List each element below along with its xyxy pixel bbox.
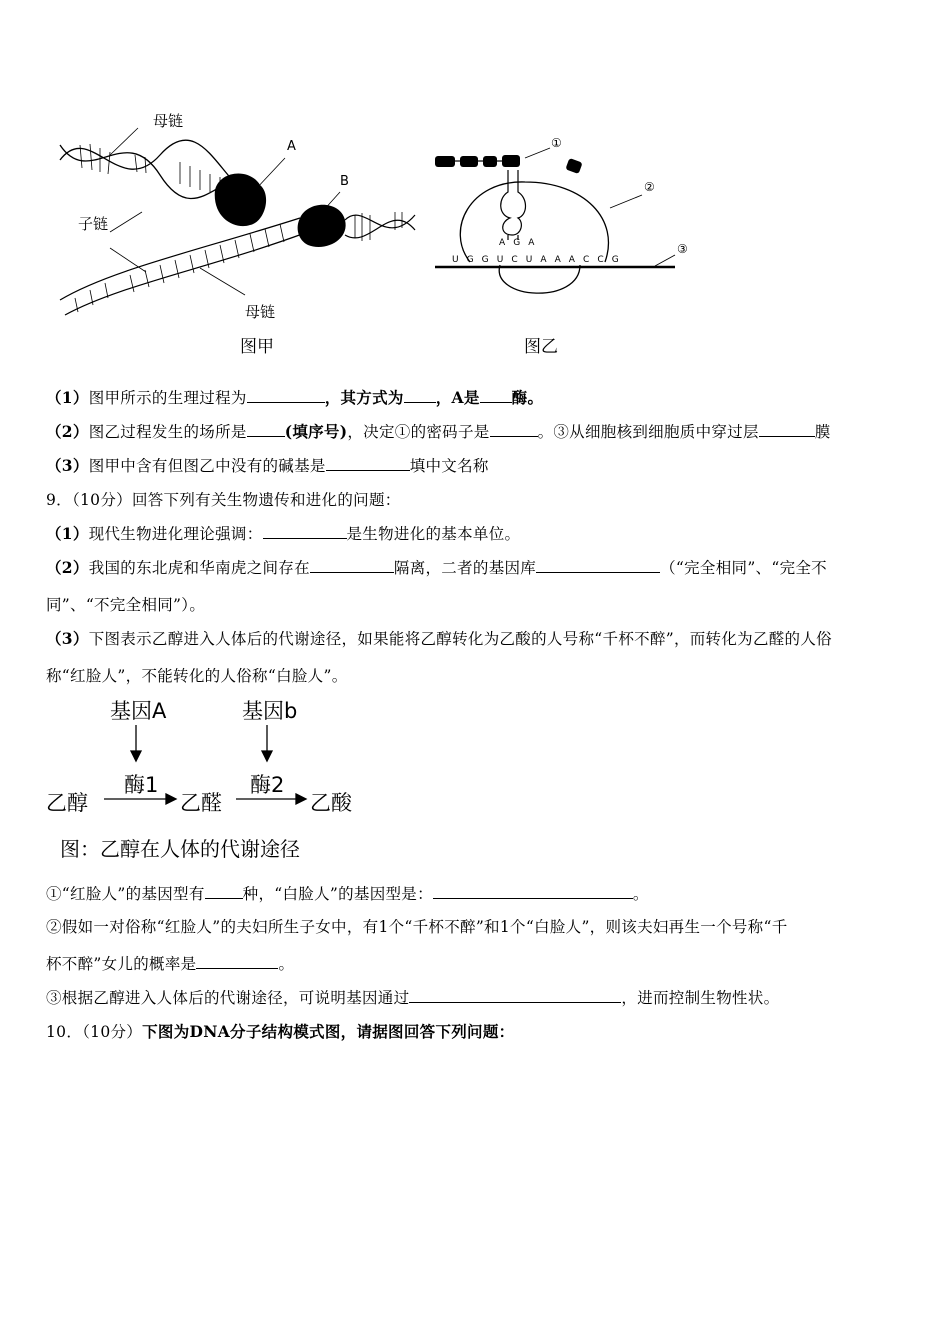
question-text: 下图表示乙醇进入人体后的代谢途径，如果能将乙醇转化为乙酸的人号称“千杯不醉”，而转化为乙醛的人俗 — [88, 630, 832, 648]
answer-blank[interactable] — [196, 954, 278, 969]
answer-blank[interactable] — [205, 884, 243, 899]
ethanol-label: 乙醇 — [46, 791, 88, 815]
question-number: 9． — [46, 491, 72, 509]
label-circle-2: ② — [644, 180, 655, 194]
answer-blank[interactable] — [409, 988, 621, 1003]
part-number: （3） — [46, 456, 89, 475]
question-text: 。③从细胞核到细胞质中穿过层 — [537, 423, 759, 441]
label-enzyme-b: B — [340, 174, 349, 189]
part-number: （2） — [46, 422, 89, 441]
question-text: 称“红脸人”，不能转化的人俗称“白脸人”。 — [46, 667, 348, 685]
question-text: ，进而控制生物性状。 — [621, 989, 780, 1007]
acetaldehyde-label: 乙醛 — [180, 791, 222, 815]
q8-part-1 — [46, 386, 543, 408]
q9-sub-2-cont — [46, 952, 294, 974]
label-daughter-strand: 子链 — [78, 215, 109, 233]
part-number: （1） — [46, 388, 89, 407]
figure-jia-caption: 图甲 — [240, 337, 274, 357]
question-text: 下图为DNA分子结构模式图，请据图回答下列问题： — [142, 1022, 515, 1041]
q9-part-3-cont — [46, 664, 348, 686]
label-circle-3: ③ — [677, 242, 688, 256]
label-mother-strand-bottom: 母链 — [245, 303, 276, 321]
question-text: 现代生物进化理论强调： — [88, 525, 263, 543]
question-text: 酶。 — [511, 388, 544, 407]
pathway-caption: 图：乙醇在人体的代谢途径 — [60, 837, 300, 861]
q9-part-2 — [46, 556, 827, 578]
question-score: （10分） — [82, 1023, 143, 1041]
answer-blank[interactable] — [480, 388, 512, 403]
answer-blank[interactable] — [247, 422, 285, 437]
q9-sub-3 — [46, 986, 779, 1008]
metabolic-pathway-figure — [46, 693, 376, 863]
answer-blank[interactable] — [759, 422, 815, 437]
question-text: A是 — [451, 388, 480, 407]
translation-diagram — [430, 130, 710, 330]
answer-blank[interactable] — [536, 558, 660, 573]
question-text: ，其方式为 — [324, 388, 404, 407]
enzyme-2-label: 酶2 — [250, 773, 285, 797]
question-text: 同”、“不完全相同”）。 — [46, 596, 206, 614]
question-text: 填中文名称 — [409, 457, 489, 475]
question-score: （10分） — [71, 491, 132, 509]
q8-part-3 — [46, 454, 489, 476]
gene-a-label: 基因A — [110, 699, 167, 723]
anticodon-sequence: A G A — [499, 238, 538, 248]
label-mother-strand-top: 母链 — [153, 112, 184, 130]
answer-blank[interactable] — [490, 422, 538, 437]
q9-part-3 — [46, 627, 832, 649]
question-text: 种，“白脸人”的基因型是： — [242, 885, 433, 903]
question-text: ③根据乙醇进入人体后的代谢途径，可说明基因通过 — [46, 989, 410, 1007]
answer-blank[interactable] — [247, 388, 325, 403]
question-text: 我国的东北虎和华南虎之间存在 — [88, 559, 310, 577]
question-number: 10． — [46, 1023, 83, 1041]
q9-part-1 — [46, 522, 520, 544]
part-number: （2） — [46, 558, 89, 577]
question-text: 膜 — [814, 423, 831, 441]
question-text: 。 — [278, 955, 295, 973]
question-text: ①“红脸人”的基因型有 — [46, 885, 205, 903]
label-circle-1: ① — [551, 136, 562, 150]
question-text: 。 — [632, 885, 649, 903]
question-text: ， — [435, 388, 452, 407]
mrna-sequence: U G G U C U A A A C C G — [452, 255, 622, 265]
answer-blank[interactable] — [404, 388, 436, 403]
figure-yi — [430, 130, 710, 360]
acetic-acid-label: 乙酸 — [310, 791, 352, 815]
q10-heading — [46, 1020, 514, 1042]
question-text: ，决定①的密码子是 — [347, 423, 490, 441]
question-text: 图甲所示的生理过程为 — [88, 389, 247, 407]
figure-jia — [50, 100, 420, 360]
question-text: 回答下列有关生物遗传和进化的问题： — [131, 491, 401, 509]
figure-yi-caption: 图乙 — [524, 337, 558, 357]
question-text: (填序号) — [284, 422, 348, 441]
answer-blank[interactable] — [433, 884, 633, 899]
question-text: 图甲中含有但图乙中没有的碱基是 — [88, 457, 326, 475]
q9-heading — [46, 488, 401, 510]
answer-blank[interactable] — [326, 456, 410, 471]
question-text: ②假如一对俗称“红脸人”的夫妇所生子女中，有1个“千杯不醉”和1个“白脸人”，则该夫妇再生一个号称“千 — [46, 918, 788, 936]
q8-part-2 — [46, 420, 831, 442]
label-enzyme-a: A — [287, 139, 296, 154]
answer-blank[interactable] — [310, 558, 394, 573]
q9-sub-2 — [46, 915, 788, 937]
question-text: 图乙过程发生的场所是 — [88, 423, 247, 441]
gene-b-label: 基因b — [242, 699, 298, 723]
answer-blank[interactable] — [263, 524, 347, 539]
q9-part-2-cont — [46, 593, 205, 615]
question-text: （“完全相同”、“完全不 — [660, 559, 827, 577]
q9-sub-1 — [46, 882, 649, 904]
question-text: 杯不醉”女儿的概率是 — [46, 955, 197, 973]
enzyme-1-label: 酶1 — [124, 773, 159, 797]
part-number: （1） — [46, 524, 89, 543]
question-text: 是生物进化的基本单位。 — [346, 525, 521, 543]
question-text: 隔离，二者的基因库 — [393, 559, 537, 577]
part-number: （3） — [46, 629, 89, 648]
